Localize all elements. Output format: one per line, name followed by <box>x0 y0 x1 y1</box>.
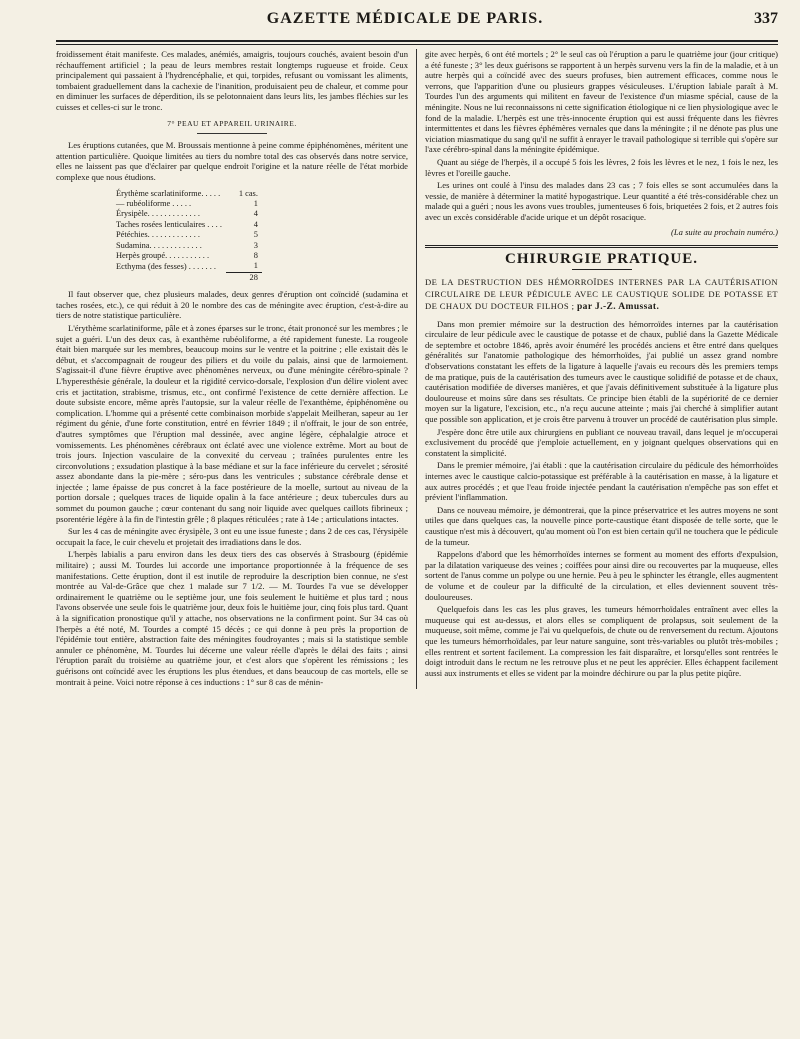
table-row <box>116 199 262 209</box>
journal-title: GAZETTE MÉDICALE DE PARIS. <box>266 10 544 27</box>
page-header <box>56 10 778 36</box>
section-subhead: 7° PEAU ET APPAREIL URINAIRE. <box>167 118 297 128</box>
stat-label: Érythème scarlatiniforme. . . . . <box>116 188 221 198</box>
paragraph: Les urines ont coulé à l'insu des malades dans 23 cas ; 7 fois elles se sont accumulées dans la vessie, de manière à déterminer la matité hypogastrique. Leur quantité a été très-considérable chez un malade qui a guéri ; nous les avons vues troubles, jumenteuses 6 fois, briquetées 2 fois, et 2 autres fois avec un excès considérable d'acide urique et un dépôt rosacique. <box>425 180 778 222</box>
paragraph: Sur les 4 cas de méningite avec érysipèle, 3 ont eu une issue funeste ; dans 2 de ces cas, l'érysipèle occupait la face, le cuir chevelu et projetait des irradiations dans le dos. <box>56 526 408 547</box>
table-row <box>116 220 262 230</box>
stat-label: — rubéoliforme . . . . . <box>116 198 192 208</box>
paragraph: Rappelons d'abord que les hémorrhoïdes internes se forment au moment des efforts d'expulsion, par la dilatation variqueuse des veines ; coiffées pour ainsi dire ou recouvertes par la muqueuse, elles sortent de l'anus comme un polype ou une hernie. Peu à peu le sphincter les étrangle, elles augmentent de volume et de couleur par la difficulté de la circulation, et elles deviennent souvent très-douloureuses. <box>425 549 778 602</box>
section-title: CHIRURGIE PRATIQUE. <box>505 251 698 268</box>
table-row <box>116 209 262 219</box>
paragraph: Dans ce nouveau mémoire, je démontrerai, que la pince préservatrice et les autres moyens ne sont utiles que dans quelques cas, la nouvelle pince porte-caustique étant disposée de telle sorte, que le caustique n'est mis à découvert, qu'au moment où l'on est bien certain qu'il ne touchera que le pédicule de la tumeur. <box>425 504 778 547</box>
table-row <box>116 261 262 272</box>
stat-label: Sudamina. . . . . . . . . . . . . <box>116 240 202 250</box>
page-number: 337 <box>754 10 778 27</box>
stat-value: 3 <box>253 240 258 250</box>
stat-value: 1 <box>253 198 258 208</box>
stat-value: 1 <box>253 261 258 271</box>
paragraph: froidissement était manifeste. Ces malades, anémiés, amaigris, toujours couchés, avaient besoin d'un réchauffement artificiel ; la peau de leurs membres restait longtemps rugueuse et froide. Ceux principalement qui passaient à l'hydrencéphalie, et qui, torpides, refusant ou vomissant les aliments, tombaient graduellement dans la cachexie de l'inanition, produisaient peu de chaleur, et comme pour en diminuer les surfaces de déperdition, ils se pelotonnaient dans leurs lits, les jambes fléchies sur les cuisses et celles-ci sur le tronc. <box>56 49 408 112</box>
stat-total: 28 <box>226 272 262 283</box>
paragraph: J'espère donc être utile aux chirurgiens en publiant ce nouveau travail, dans lequel je m'occuperai exclusivement du procédé que j'emploie actuellement, en y joignant quelques observations qui en constatent la simplicité. <box>425 426 778 458</box>
paragraph: Dans le premier mémoire, j'ai établi : que la cautérisation circulaire du pédicule des hémorrhoïdes internes avec le caustique calcio-potassique est préférable à la cautérisation en masse, à la ligature et aux autres procédés ; et que l'eau froide injectée pendant la cautérisation n'empêche pas son effet et prévient l'inflammation. <box>425 460 778 503</box>
paragraph: L'érythème scarlatiniforme, pâle et à zones éparses sur le tronc, était prononcé sur les membres ; le sujet a guéri. L'un des deux cas, à exanthème rubéoliforme, a été rapidement funeste. La rougeole était bien marquée sur les membres, beaucoup moins sur le ventre et la poitrine ; elle existait dès le début, et s'accompagnait de rougeur des piliers et du voile du palais, ainsi que de larmoiement. S'agissait-il d'une fièvre éruptive avec phénomènes nerveux, ou d'une méningite cérébro-spinale ? L'hyperesthésie générale, la douleur et la rigidité cervico-dorsale, l'explosion d'un délire violent avec cris et jactitation, strabisme, trismus, etc., ont confirmé l'existence de cette dernière affection. Le doute subsiste encore, même après l'autopsie, sur la valeur réelle de l'exanthème, épiphénomène ou complication. L'homme qui a présenté cette combinaison morbide s'appelait Meilheran, sapeur au 1er régiment du génie, d'une forte constitution, entré en février 1849 ; il n'offrait, le jour de son entrée, d'autres symptômes que l'éruption mal dessinée, avec angine légère, céphalalgie atroce et vomissements. Les phénomènes cérébraux ont éclaté avec une violence extrême. Mort au bout de trois jours. Injection vasculaire de la convexité du cerveau ; traînées purulentes entre les circonvolutions ; exsudation plastique à la base médiane et sur la face inférieure du cervelet ; sérosité assez abondante dans la pie-mère ; séro-pus dans les ventricules ; substance cérébrale dense et injectée ; lame épaisse de pus concret à la face postérieure de la moelle, surtout au niveau de la portion dorsale ; quelques traces de liquide opalin à la face antérieure ; deux tubercules durs au sommet du poumon gauche ; cœur contenant du sang noir liquide avec quelques caillots fibrineux ; psorentérie légère à la fin de l'intestin grêle ; 8 plaques réticulées ; rate à 14e ; articulations intactes. <box>56 322 408 524</box>
left-column <box>56 49 417 689</box>
article-title-text: DE LA DESTRUCTION DES HÉMORROÏDES INTERNES PAR LA CAUTÉRISATION CIRCULAIRE DE LEUR PÉDICULE AVEC LE CAUSTIQUE SOLIDE DE POTASSE ET DE CHAUX DU DOCTEUR FILHOS ; <box>425 276 778 311</box>
stat-label: Herpès groupé. . . . . . . . . . . <box>116 250 210 260</box>
paragraph: Quelquefois dans les cas les plus graves, les tumeurs hémorrhoïdales entraînent avec elles la muqueuse qui est au-dessus, et alors elles se compliquent de prolapsus, soit seulement de la muqueuse, soit même, comme je l'ai vu quelquefois, de chute ou de renversement du rectum. Ajoutons que les tumeurs hémorrhoïdales, par leur nature sanguine, sont très-variables ou plutôt très-mobiles ; elles rentrent et sortent facilement. La compression les fait disparaître, et lorsqu'elles sont rentrées le doigt introduit dans le rectum ne les retrouve plus et ne peut les apprécier. Elles échappent facilement aussi aux instruments et elles se vident par la moindre déchirure ou par la plus petite piqûre. <box>425 604 778 678</box>
table-row <box>116 230 262 240</box>
stat-value: 1 cas. <box>238 188 258 198</box>
stat-value: 5 <box>253 230 258 240</box>
table-row <box>116 241 262 251</box>
paragraph: Dans mon premier mémoire sur la destruction des hémorroïdes internes par la cautérisation circulaire de leur pédicule avec le caustique de potasse et de chaux, publié dans la Gazette Médicale de septembre et octobre 1846, après avoir énuméré les procédés anciens et être entré dans quelques généralités sur l'anatomie pathologique des hémorrhoïdes, j'ai publié un assez grand nombre d'observations constatant les effets de la ligature à laquelle j'avais eu recours dès les premiers temps de ma pratique, puis de la cautérisation des tumeurs avec le caustique solidifié de potasse et de chaux, cautérisation modifiée de diverses manières, et que j'avais définitivement substituée à la ligature plus douloureuse et moins sûre dans ses résultats. Ce principe bien établi de la supériorité de ce dernier moyen sur la ligature, l'excision, etc., n'a reçu aucune atteinte ; mais j'ai cherché à simplifier autant que possible son application, et je crois être parvenu à trouver un procédé de cautérisation plus simple. <box>425 318 778 425</box>
two-column-body <box>56 49 778 689</box>
section-divider <box>425 245 778 248</box>
stat-value: 4 <box>253 219 258 229</box>
divider <box>572 269 632 270</box>
paragraph: Il faut observer que, chez plusieurs malades, deux genres d'éruption ont coïncidé (sudamina et taches rosées, etc.), ce qui réduit à 20 le nombre des cas de méningite avec éruption, c'est-à-dire au tiers de notre statistique particulière. <box>56 289 408 321</box>
paragraph: Les éruptions cutanées, que M. Broussais mentionne à peine comme épiphénomènes, méritent une attention particulière. Quoique limitées au tiers du nombre total des cas observés dans notre service, elles ne laissent pas que d'éclairer par quelque endroit l'origine et la nature réelle de l'état morbide complexe que nous étudions. <box>56 140 408 182</box>
article-author: par J.-Z. Amussat. <box>576 301 660 312</box>
stat-label: Érysipèle. . . . . . . . . . . . . <box>116 209 200 219</box>
to-be-continued-note: (La suite au prochain numéro.) <box>670 226 778 237</box>
stat-label: Pétéchies. . . . . . . . . . . . . <box>116 230 200 240</box>
paragraph: Quant au siége de l'herpès, il a occupé 5 fois les lèvres, 2 fois les lèvres et le nez, 1 fois le nez, les lèvres et l'oreille gauche. <box>425 156 778 178</box>
header-rule-thin <box>56 44 778 45</box>
paragraph: L'herpès labialis a paru environ dans les deux tiers des cas observés à Strasbourg (épidémie militaire) ; aussi M. Tourdes lui accorde une importance proportionnée à la fréquence de ses manifestations. Cette éruption, dont il est inutile de reproduire la description bien connue, ne s'est montrée au Val-de-Grâce que chez 1 malade sur 7 1/2. — M. Tourdes l'a vue se développer ordinairement le quatrième ou le septième jour, une fois seulement le huitième et plus tard ; nous l'avons observée une seule fois le quatrième jour, deux fois le huitième jour, cinq fois plus tard. Quant à la signification pronostique qu'il y attache, nos observations ne la confirment point. Sur 34 cas où l'herpès a été noté, M. Tourdes a compté 15 décès ; ce qui donne à peu près la proportion de l'épidémie tout entière, abstraction faite des méningites foudroyantes ; mais si la statistique semble annuler ce phénomène, M. Tourdes lui décerne une valeur réelle d'après le délai des faits ; ainsi l'éruption paraît du troisième au quatrième jour, et c'est alors que s'opèrent les rémissions ; les guérisons ont coïncidé avec les éruptions les plus étendues, et dans beaucoup de cas mortels, elle se montrait à peine. Voici notre réponse à ces inductions : 1° sur 8 cas de ménin- <box>56 549 408 687</box>
stat-label: Taches rosées lenticulaires . . . . <box>116 219 222 229</box>
divider <box>197 133 267 134</box>
table-row <box>116 189 262 199</box>
table-row <box>116 251 262 261</box>
paragraph: gite avec herpès, 6 ont été mortels ; 2° le seul cas où l'éruption a paru le quatrième jour (jour critique) a été funeste ; 3° les deux guérisons se rapportent à un herpès survenu vers la fin de la maladie, et à un autre herpès qui a coïncidé avec des sueurs profuses, bien autrement efficaces, comme nous le verrons, que l'apparition d'une ou plusieurs grappes vésiculeuses. L'éruption labiale paraît à M. Tourdes l'un des arguments qui militent en faveur de l'existence d'un miasme spécial, cause de la méningite. Nous ne lui reconnaissons ni cette signification étiologique ni ce lien physiologique avec le fond de la maladie. L'herpès est une très-innocente éruption qui est aussi fréquente dans les fièvres intermittentes et dans les fièvres éphémères vernales que dans la méningite ; il ne dénote pas plus une viciation miasmatique du sang qu'il ne suffit à enrayer le travail pathologique si terrible qui s'opère sur l'axe cérébro-spinal dans la méningite épidémique. <box>425 49 778 155</box>
stat-value: 8 <box>253 250 258 260</box>
right-column <box>417 49 778 689</box>
stat-value: 4 <box>253 209 258 219</box>
article-title <box>425 276 778 313</box>
total-row <box>116 272 262 283</box>
header-rule <box>56 40 778 42</box>
eruption-stats-table <box>116 189 262 284</box>
stat-label: Ecthyma (des fesses) . . . . . . . <box>116 261 217 271</box>
